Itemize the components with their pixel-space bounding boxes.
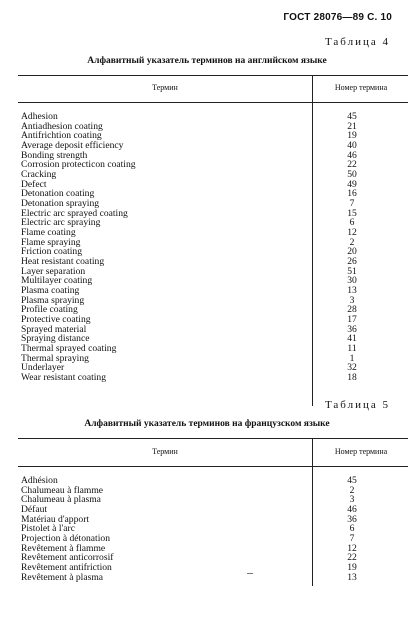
- table-row: [18, 573, 408, 583]
- term-number-cell: 6: [349, 523, 355, 535]
- term-number-cell: 18: [347, 372, 357, 384]
- term-cell: Electric arc spraying: [21, 217, 101, 229]
- term-number-cell: 6: [349, 217, 355, 229]
- term-cell: Revêtement antifriction: [21, 562, 112, 574]
- term-number-cell: 19: [347, 562, 357, 574]
- term-cell: Bonding strength: [21, 149, 88, 161]
- term-number-cell: 40: [347, 140, 357, 152]
- term-number-cell: 13: [347, 571, 357, 583]
- term-cell: Spraying distance: [21, 333, 90, 345]
- term-number-cell: 12: [347, 542, 357, 554]
- term-cell: Corrosion protecticon coating: [21, 159, 136, 171]
- term-cell: Cracking: [21, 169, 57, 181]
- term-cell: Average deposit efficiency: [21, 140, 124, 152]
- table4-header-number: Номер термина: [334, 83, 388, 92]
- term-cell: Revêtement anticorrosif: [21, 552, 114, 564]
- term-cell: Plasma coating: [21, 285, 80, 297]
- term-cell: Adhesion: [21, 111, 58, 122]
- term-cell: Matériau d'apport: [21, 513, 90, 525]
- term-number-cell: 32: [347, 362, 357, 374]
- term-cell: Thermal sprayed coating: [21, 343, 117, 355]
- term-cell: Thermal spraying: [21, 352, 89, 364]
- term-number-cell: 46: [347, 149, 357, 161]
- term-cell: Adhésion: [21, 475, 58, 486]
- term-number-cell: 21: [347, 120, 357, 132]
- term-cell: Projection à détonation: [21, 533, 110, 545]
- term-number-cell: 3: [349, 494, 355, 506]
- term-number-cell: 7: [349, 533, 355, 545]
- term-number-cell: 41: [347, 333, 357, 345]
- term-number-cell: 12: [347, 227, 357, 239]
- term-cell: Heat resistant coating: [21, 256, 105, 268]
- term-number-cell: 36: [347, 513, 357, 525]
- table5-header-rule: [18, 466, 408, 467]
- table5-header-number: Номер термина: [334, 447, 388, 456]
- term-cell: Layer separation: [21, 265, 86, 277]
- term-number-cell: 13: [347, 285, 357, 297]
- term-cell: Revêtement à flamme: [21, 542, 106, 554]
- term-cell: Wear resistant coating: [21, 372, 107, 384]
- term-cell: Underlayer: [21, 362, 65, 374]
- term-number-cell: 28: [347, 304, 357, 316]
- term-number-cell: 50: [347, 169, 357, 181]
- table4-header-rule: [18, 102, 408, 103]
- table4-top-rule: [18, 75, 408, 76]
- term-cell: Friction coating: [21, 246, 83, 258]
- stray-mark: [247, 573, 253, 574]
- table4-title: Алфавитный указатель терминов на английском языке: [87, 56, 327, 66]
- term-cell: Sprayed material: [21, 323, 87, 335]
- table-row: [18, 373, 408, 383]
- term-cell: Chalumeau à plasma: [21, 494, 101, 506]
- term-cell: Multilayer coating: [21, 275, 93, 287]
- table5-number: Таблица 5: [324, 399, 390, 411]
- term-cell: Flame coating: [21, 227, 76, 239]
- term-cell: Protective coating: [21, 314, 91, 326]
- table5-rows: [18, 476, 408, 582]
- term-cell: Defect: [21, 178, 47, 190]
- term-number-cell: 16: [347, 188, 357, 200]
- term-cell: Revêtement à plasma: [21, 571, 104, 583]
- term-cell: Pistolet à l'arc: [21, 523, 75, 535]
- term-number-cell: 19: [347, 130, 357, 142]
- term-number-cell: 45: [347, 111, 357, 122]
- term-number-cell: 3: [349, 294, 355, 306]
- term-number-cell: 46: [347, 504, 357, 516]
- term-cell: Antiadhesion coating: [21, 120, 103, 132]
- term-number-cell: 17: [347, 314, 357, 326]
- table4-header-term: Термин: [152, 83, 178, 92]
- term-number-cell: 11: [347, 343, 357, 355]
- term-number-cell: 2: [349, 236, 355, 248]
- term-cell: Antifrichtion coating: [21, 130, 102, 142]
- table5-header-term: Термин: [152, 447, 178, 456]
- term-number-cell: 49: [347, 178, 357, 190]
- term-number-cell: 30: [347, 275, 357, 287]
- term-number-cell: 15: [347, 207, 357, 219]
- table5-top-rule: [18, 438, 408, 439]
- table5: [18, 438, 408, 588]
- page-header: ГОСТ 28076—89 С. 10: [283, 12, 392, 23]
- term-number-cell: 1: [349, 352, 355, 364]
- table4: [18, 75, 408, 405]
- term-cell: Electric arc sprayed coating: [21, 207, 128, 219]
- table5-title: Алфавитный указатель терминов на французском языке: [84, 419, 330, 429]
- term-number-cell: 51: [347, 265, 357, 277]
- table4-rows: [18, 112, 408, 383]
- term-cell: Detonation spraying: [21, 198, 100, 210]
- term-number-cell: 26: [347, 256, 357, 268]
- term-number-cell: 22: [347, 552, 357, 564]
- term-number-cell: 20: [347, 246, 357, 258]
- term-number-cell: 36: [347, 323, 357, 335]
- term-cell: Défaut: [21, 504, 48, 516]
- term-number-cell: 2: [349, 484, 355, 496]
- term-number-cell: 45: [347, 475, 357, 486]
- table4-number: Таблица 4: [324, 36, 390, 48]
- term-cell: Detonation coating: [21, 188, 95, 200]
- term-cell: Profile coating: [21, 304, 78, 316]
- term-cell: Chalumeau à flamme: [21, 484, 104, 496]
- term-cell: Flame spraying: [21, 236, 81, 248]
- term-number-cell: 7: [349, 198, 355, 210]
- term-cell: Plasma spraying: [21, 294, 85, 306]
- term-number-cell: 22: [347, 159, 357, 171]
